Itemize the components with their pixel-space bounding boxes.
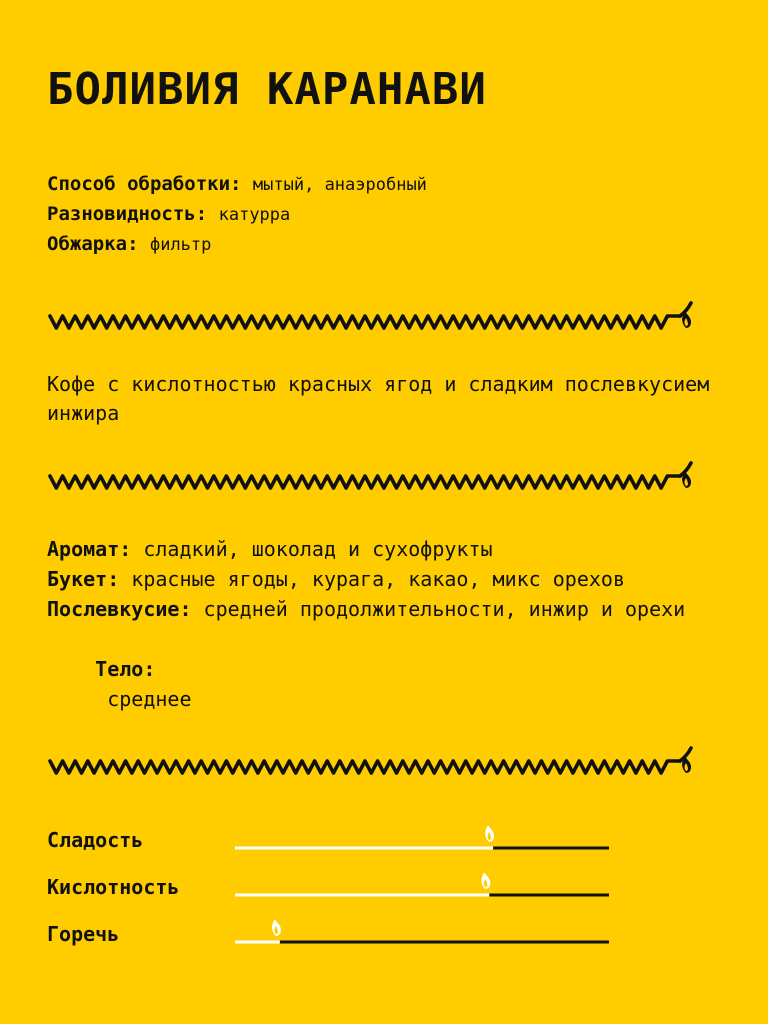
- spec-roast: [47, 230, 427, 260]
- zigzag-divider-icon: [46, 460, 698, 500]
- spec-label: Обжарка:: [47, 233, 139, 255]
- tasting-notes: [47, 534, 727, 744]
- scale-sweetness: [47, 826, 647, 870]
- specs-block: [47, 170, 427, 260]
- tasting-aroma: [47, 534, 727, 564]
- tasting-label: Аромат:: [47, 537, 132, 561]
- scale-label: Горечь: [47, 922, 120, 946]
- spec-value: катурра: [218, 205, 291, 225]
- tasting-label: Тело:: [95, 657, 156, 681]
- scale-marker-flame-icon: [272, 920, 281, 936]
- scale-acidity: [47, 873, 647, 917]
- spec-label: Разновидность:: [47, 203, 208, 225]
- scale-marker-flame-icon: [481, 873, 490, 889]
- zigzag-divider-icon: [46, 745, 698, 785]
- spec-value: мытый, анаэробный: [252, 175, 427, 195]
- spec-label: Способ обработки:: [47, 173, 242, 195]
- zigzag-divider-icon: [46, 300, 698, 340]
- scale-bitterness: [47, 920, 647, 964]
- spec-variety: [47, 200, 427, 230]
- tasting-value: среднее: [95, 687, 192, 711]
- spec-processing: [47, 170, 427, 200]
- tasting-value: сладкий, шоколад и сухофрукты: [143, 537, 493, 561]
- acidity-level-bar: [235, 873, 609, 917]
- tasting-value: средней продолжительности, инжир и орехи: [203, 597, 686, 621]
- tasting-label: Послевкусие:: [47, 597, 192, 621]
- tasting-aftertaste: [47, 594, 727, 624]
- scale-label: Кислотность: [47, 875, 180, 899]
- product-title: БОЛИВИЯ КАРАНАВИ: [47, 64, 487, 115]
- scale-label: Сладость: [47, 828, 144, 852]
- tasting-body: [47, 624, 727, 744]
- bitterness-level-bar: [235, 920, 609, 964]
- sweetness-level-bar: [235, 826, 609, 870]
- tasting-label: Букет:: [47, 567, 120, 591]
- scale-marker-flame-icon: [485, 826, 494, 842]
- tasting-bouquet: [47, 564, 727, 594]
- coffee-description: Кофе с кислотностью красных ягод и сладким послевкусием инжира: [47, 372, 710, 425]
- spec-value: фильтр: [149, 235, 212, 255]
- tasting-value: красные ягоды, курага, какао, микс орехов: [131, 567, 625, 591]
